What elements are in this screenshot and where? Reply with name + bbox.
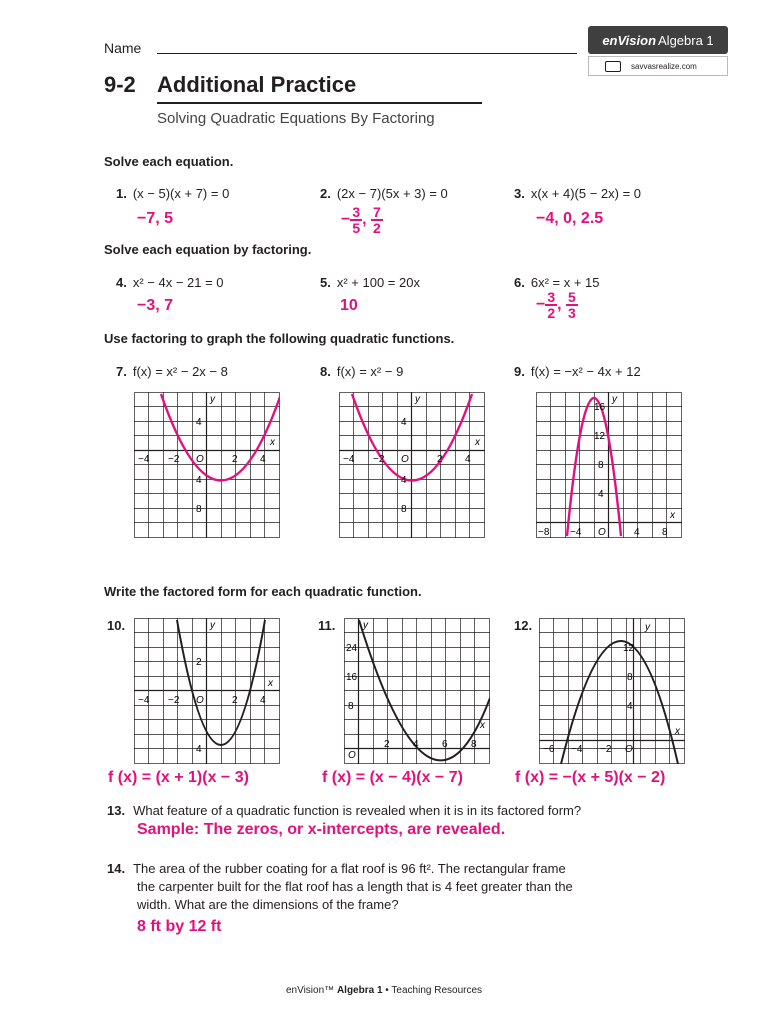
problem-3 bbox=[514, 186, 641, 201]
problem-14 bbox=[107, 860, 566, 878]
x-tick-label: −2 bbox=[373, 454, 385, 465]
y-tick-label: 16 bbox=[346, 672, 358, 683]
brand-badge bbox=[588, 26, 728, 54]
denominator: 5 bbox=[352, 220, 361, 236]
x-axis-label: x bbox=[268, 678, 273, 689]
numerator: 7 bbox=[373, 204, 381, 220]
x-axis-label: x bbox=[475, 437, 480, 448]
y-tick-label: 4 bbox=[196, 744, 202, 755]
section-instruction: Solve each equation. bbox=[104, 154, 234, 169]
origin-label: O bbox=[348, 750, 356, 761]
problem-number: 14. bbox=[107, 861, 126, 876]
y-tick-label: 12 bbox=[594, 431, 606, 442]
x-tick-label: −2 bbox=[600, 744, 612, 755]
problem-text: (x − 5)(x + 7) = 0 bbox=[132, 186, 230, 201]
x-tick-label: −6 bbox=[543, 744, 555, 755]
problem-text: (2x − 7)(5x + 3) = 0 bbox=[336, 186, 448, 201]
graph-7 bbox=[134, 392, 280, 538]
y-tick-label: 2 bbox=[196, 657, 202, 668]
problem-number: 8. bbox=[320, 364, 331, 379]
y-tick-label: 12 bbox=[623, 643, 635, 654]
problem-number: 1. bbox=[116, 186, 127, 201]
numerator: 5 bbox=[568, 289, 576, 305]
numerator: 3 bbox=[352, 204, 361, 220]
problem-text: x(x + 4)(5 − 2x) = 0 bbox=[530, 186, 642, 201]
answer-11: f (x) = (x − 4)(x − 7) bbox=[322, 769, 463, 786]
x-axis-label: x bbox=[480, 720, 485, 731]
y-tick-label: 8 bbox=[348, 701, 354, 712]
laptop-icon bbox=[605, 61, 621, 72]
problem-text-line: the carpenter built for the flat roof has a length that is 4 feet greater than the bbox=[137, 879, 573, 894]
problem-9 bbox=[514, 364, 641, 379]
y-tick-label: 4 bbox=[627, 701, 633, 712]
lesson-subtitle: Solving Quadratic Equations By Factoring bbox=[157, 110, 435, 127]
problem-number: 11. bbox=[318, 618, 336, 633]
origin-label: O bbox=[625, 744, 633, 755]
x-tick-label: 2 bbox=[384, 739, 390, 750]
fraction bbox=[566, 290, 578, 320]
x-tick-label: −2 bbox=[168, 695, 180, 706]
origin-label: O bbox=[196, 695, 204, 706]
x-axis-label: x bbox=[670, 510, 675, 521]
footer-separator: • bbox=[385, 985, 389, 996]
problem-number: 13. bbox=[107, 803, 126, 818]
graph-12 bbox=[539, 618, 685, 764]
problem-text-line: The area of the rubber coating for a flat roof is 96 ft². The rectangular frame bbox=[133, 861, 566, 876]
problem-text: 6x² = x + 15 bbox=[530, 275, 600, 290]
x-tick-label: −4 bbox=[570, 527, 582, 538]
y-axis-label: y bbox=[415, 394, 420, 405]
x-axis-label: x bbox=[675, 726, 680, 737]
lesson-title: Additional Practice bbox=[157, 72, 357, 97]
footer-resource: Teaching Resources bbox=[391, 985, 483, 996]
answer-5: 10 bbox=[340, 297, 358, 314]
y-axis-label: y bbox=[210, 394, 215, 405]
y-axis-label: y bbox=[612, 394, 617, 405]
y-tick-label: 24 bbox=[346, 643, 358, 654]
y-tick-label: 4 bbox=[401, 417, 407, 428]
x-tick-label: 2 bbox=[437, 454, 443, 465]
problem-number: 9. bbox=[514, 364, 525, 379]
page-footer bbox=[0, 985, 768, 996]
x-tick-label: −2 bbox=[168, 454, 180, 465]
fraction bbox=[545, 290, 557, 320]
x-tick-label: −4 bbox=[138, 695, 150, 706]
axes bbox=[539, 618, 685, 764]
problem-5 bbox=[320, 275, 420, 290]
x-tick-label: 2 bbox=[232, 454, 238, 465]
problem-1 bbox=[116, 186, 229, 201]
brand-course: Algebra 1 bbox=[658, 32, 714, 48]
answer-3: −4, 0, 2.5 bbox=[536, 210, 604, 227]
problem-2 bbox=[320, 186, 448, 201]
problem-text: f(x) = −x² − 4x + 12 bbox=[530, 364, 641, 379]
x-tick-label: 4 bbox=[465, 454, 471, 465]
x-tick-label: −4 bbox=[571, 744, 583, 755]
footer-book: Algebra 1 bbox=[336, 985, 383, 996]
problem-text: f(x) = x² − 2x − 8 bbox=[132, 364, 228, 379]
section-instruction: Write the factored form for each quadratic function. bbox=[104, 584, 422, 599]
problem-text: What feature of a quadratic function is revealed when it is in its factored form? bbox=[133, 803, 582, 818]
x-tick-label: 4 bbox=[260, 454, 266, 465]
problem-number: 2. bbox=[320, 186, 331, 201]
x-tick-label: −8 bbox=[538, 527, 550, 538]
brand-name: enVision bbox=[602, 32, 657, 48]
y-tick-label: 16 bbox=[594, 402, 606, 413]
problem-text: x² − 4x − 21 = 0 bbox=[132, 275, 224, 290]
problem-number: 7. bbox=[116, 364, 127, 379]
x-tick-label: 8 bbox=[471, 739, 477, 750]
axes bbox=[134, 392, 280, 538]
name-field-line[interactable] bbox=[157, 53, 577, 54]
x-tick-label: 4 bbox=[634, 527, 640, 538]
parabola-curve bbox=[567, 398, 621, 536]
y-tick-label: 8 bbox=[627, 672, 633, 683]
graph-11 bbox=[344, 618, 490, 764]
problem-number: 12. bbox=[514, 618, 533, 633]
answer-14: 8 ft by 12 ft bbox=[137, 918, 222, 935]
problem-8 bbox=[320, 364, 403, 379]
origin-label: O bbox=[598, 527, 606, 538]
answer-sign: − bbox=[536, 296, 546, 314]
answer-1: −7, 5 bbox=[137, 210, 174, 227]
graph-9 bbox=[536, 392, 682, 538]
x-tick-label: 6 bbox=[442, 739, 448, 750]
axes bbox=[536, 392, 682, 538]
y-axis-label: y bbox=[210, 620, 215, 631]
parabola-curve bbox=[177, 620, 265, 745]
denominator: 2 bbox=[547, 305, 556, 321]
answer-6 bbox=[536, 290, 578, 320]
problem-7 bbox=[116, 364, 228, 379]
origin-label: O bbox=[196, 454, 204, 465]
answer-10: f (x) = (x + 1)(x − 3) bbox=[108, 769, 249, 786]
problem-text: x² + 100 = 20x bbox=[336, 275, 420, 290]
x-tick-label: −4 bbox=[343, 454, 355, 465]
answer-separator: , bbox=[557, 296, 562, 314]
website-url: savvasrealize.com bbox=[631, 61, 697, 71]
answer-separator: , bbox=[362, 211, 367, 229]
section-instruction: Use factoring to graph the following quadratic functions. bbox=[104, 331, 455, 346]
problem-number: 5. bbox=[320, 275, 331, 290]
numerator: 3 bbox=[547, 289, 556, 305]
x-tick-label: 2 bbox=[232, 695, 238, 706]
title-divider bbox=[157, 102, 482, 104]
problem-13 bbox=[107, 802, 581, 820]
y-tick-label: 4 bbox=[401, 475, 407, 486]
denominator: 3 bbox=[568, 305, 576, 321]
problem-number: 3. bbox=[514, 186, 525, 201]
section-instruction: Solve each equation by factoring. bbox=[104, 242, 312, 257]
problem-number: 10. bbox=[107, 618, 126, 633]
problem-number: 4. bbox=[116, 275, 127, 290]
answer-sign: − bbox=[341, 211, 351, 229]
y-tick-label: 8 bbox=[598, 460, 604, 471]
answer-13: Sample: The zeros, or x-intercepts, are revealed. bbox=[137, 821, 506, 838]
x-tick-label: 4 bbox=[260, 695, 266, 706]
fraction bbox=[350, 205, 362, 235]
grid bbox=[539, 618, 685, 764]
y-tick-label: 8 bbox=[196, 504, 202, 515]
answer-4: −3, 7 bbox=[137, 297, 174, 314]
x-tick-label: −4 bbox=[138, 454, 150, 465]
name-label: Name bbox=[104, 40, 142, 56]
y-tick-label: 4 bbox=[598, 489, 604, 500]
denominator: 2 bbox=[373, 220, 381, 236]
y-tick-label: 4 bbox=[196, 417, 202, 428]
answer-2 bbox=[341, 205, 383, 235]
graph-10 bbox=[134, 618, 280, 764]
graph-8 bbox=[339, 392, 485, 538]
y-axis-label: y bbox=[363, 620, 368, 631]
parabola-curve bbox=[161, 394, 280, 481]
x-axis-label: x bbox=[270, 437, 275, 448]
problem-text: f(x) = x² − 9 bbox=[336, 364, 404, 379]
problem-text-line: width. What are the dimensions of the frame? bbox=[137, 897, 399, 912]
problem-4 bbox=[116, 275, 224, 290]
problem-number: 6. bbox=[514, 275, 525, 290]
axes bbox=[339, 392, 485, 538]
x-tick-label: 8 bbox=[662, 527, 668, 538]
lesson-number: 9-2 bbox=[104, 72, 136, 97]
origin-label: O bbox=[401, 454, 409, 465]
website-box[interactable] bbox=[588, 56, 728, 76]
footer-brand: enVision™ bbox=[285, 985, 335, 996]
fraction bbox=[371, 205, 383, 235]
answer-12: f (x) = −(x + 5)(x − 2) bbox=[515, 769, 666, 786]
axes bbox=[134, 618, 280, 764]
problem-6 bbox=[514, 275, 600, 290]
y-axis-label: y bbox=[645, 622, 650, 633]
y-tick-label: 8 bbox=[401, 504, 407, 515]
y-tick-label: 4 bbox=[196, 475, 202, 486]
x-tick-label: 4 bbox=[413, 739, 419, 750]
